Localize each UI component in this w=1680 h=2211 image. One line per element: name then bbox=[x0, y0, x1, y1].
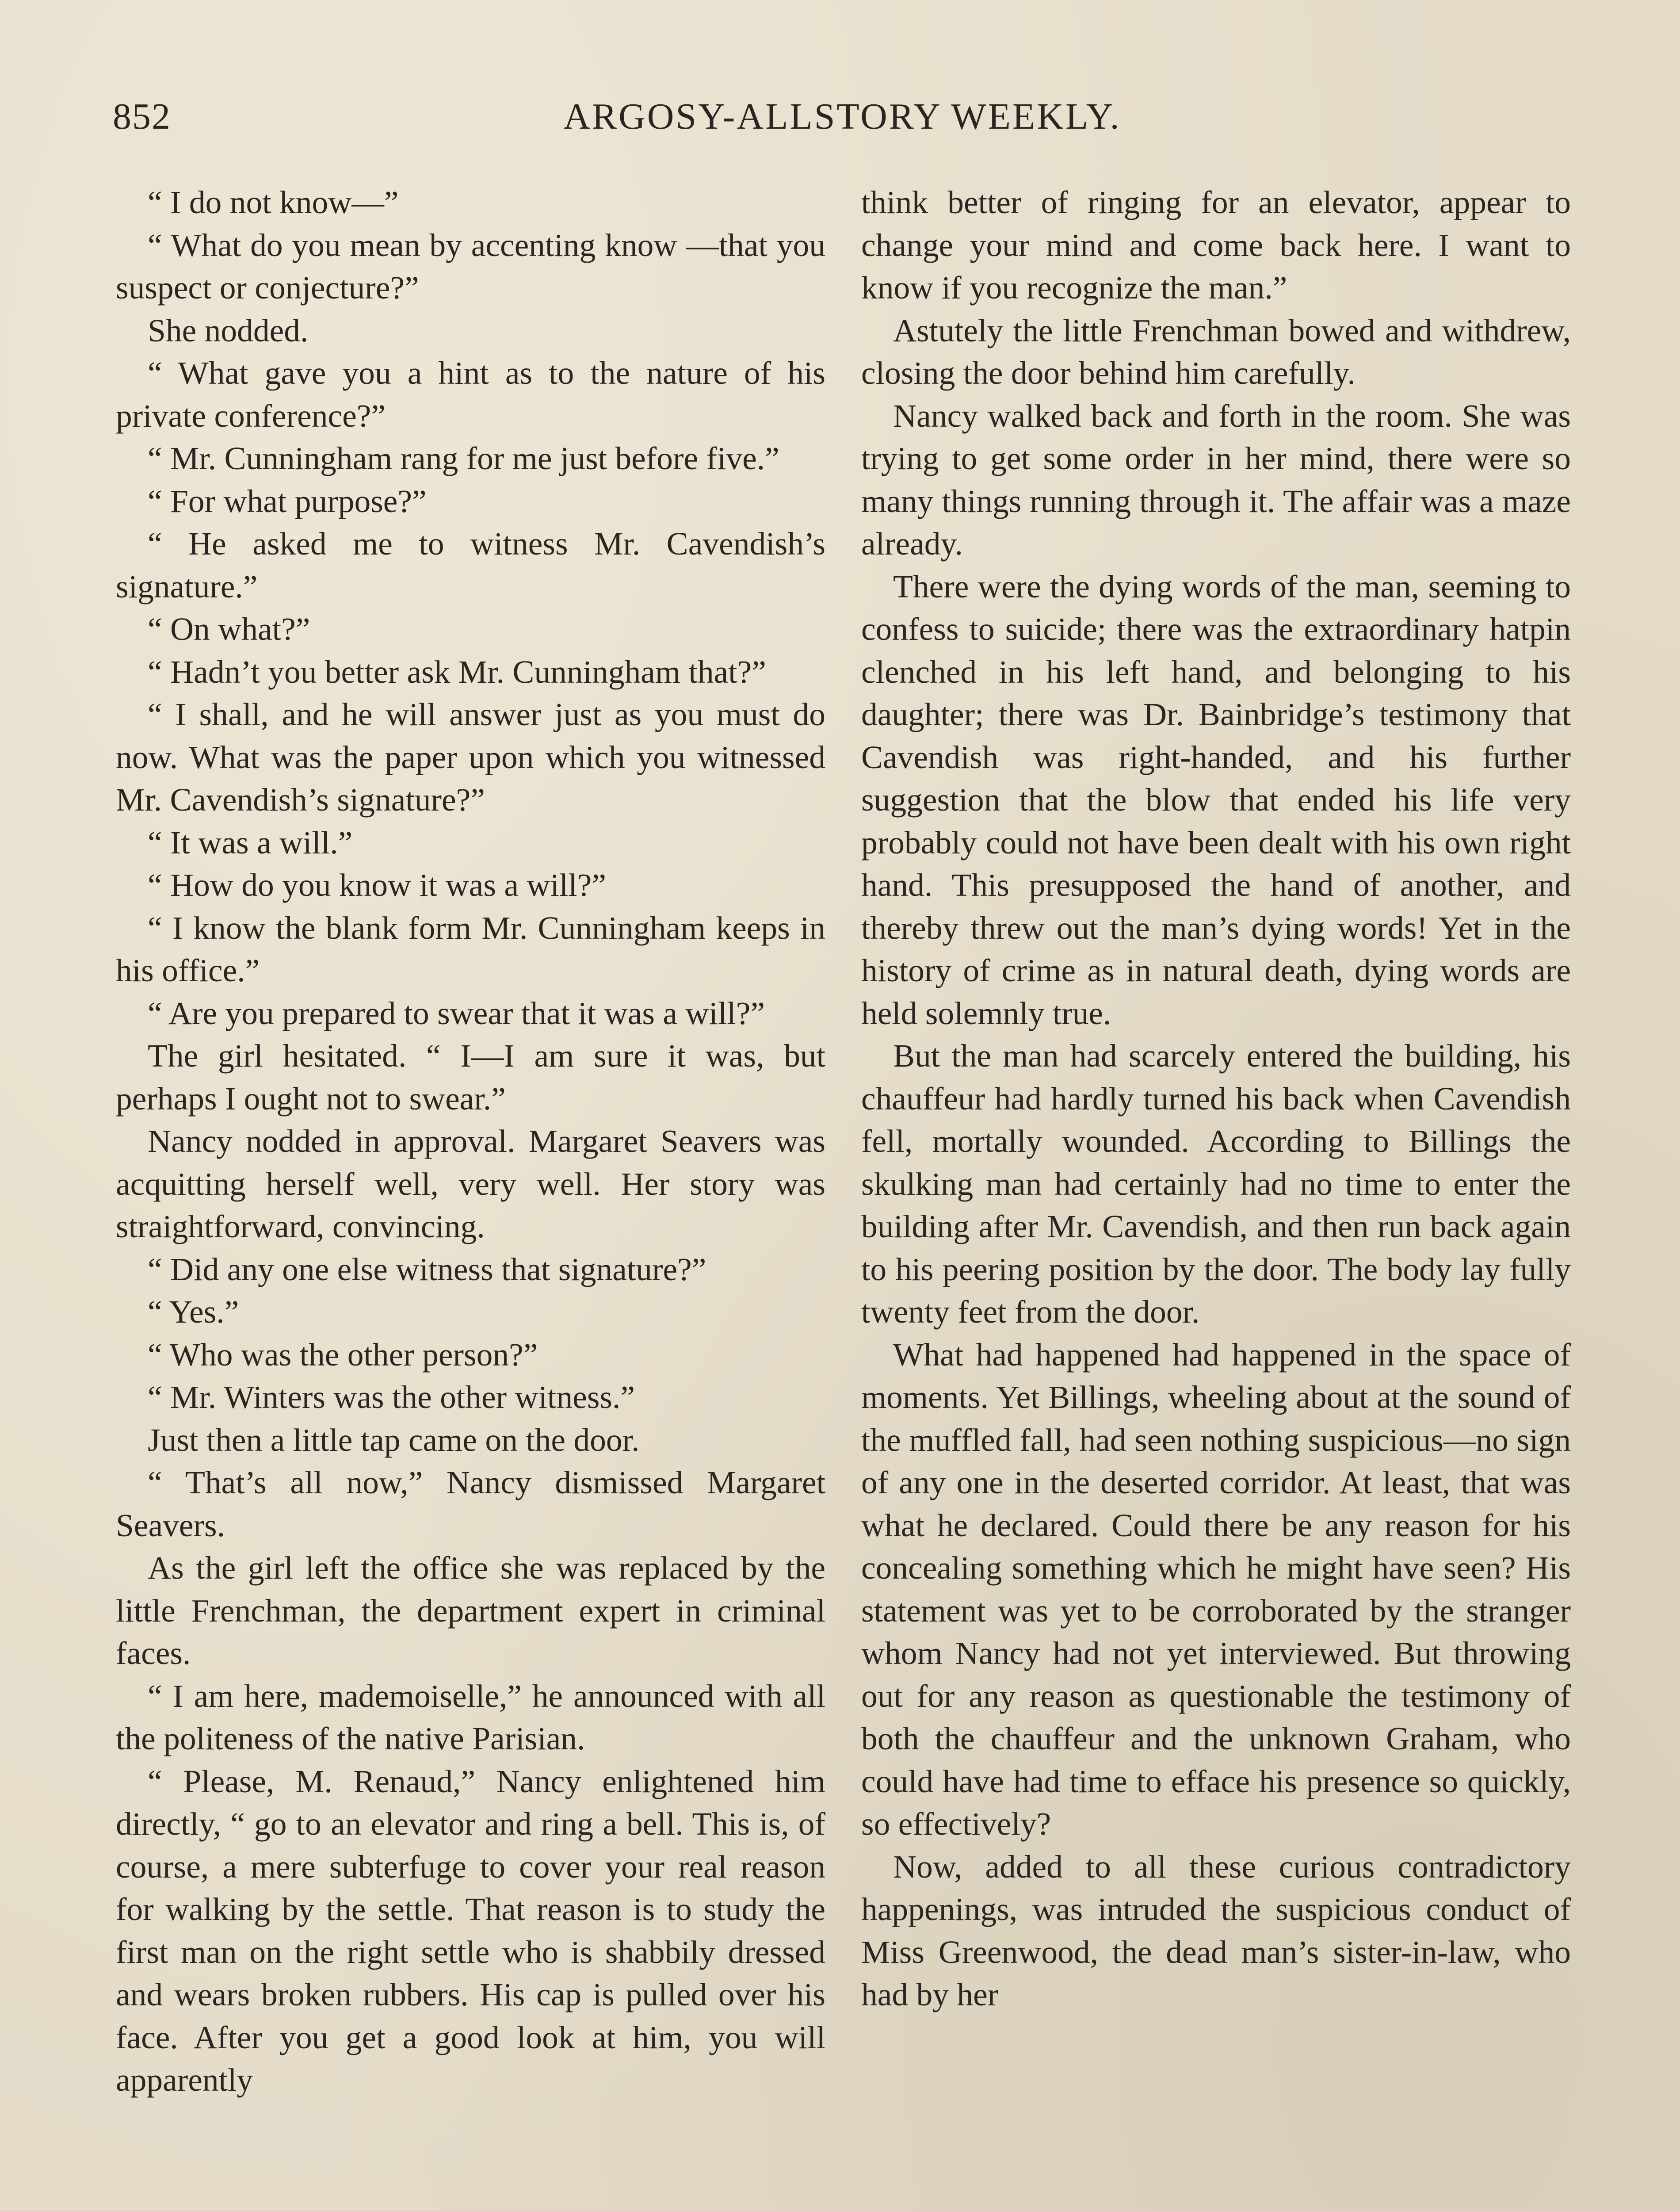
paragraph: Astutely the little Frenchman bowed and withdrew, closing the door behind him carefully. bbox=[861, 312, 1571, 391]
paragraph: “ Hadn’t you better ask Mr. Cunningham that?” bbox=[148, 654, 766, 690]
paragraph: “ I shall, and he will answer just as you must do now. What was the paper upon which you witnessed Mr. Cavendish’s signature?” bbox=[116, 696, 825, 818]
paragraph: “ I am here, mademoiselle,” he announced with all the politeness of the native Parisian. bbox=[116, 1678, 825, 1756]
paragraph: What had happened had happened in the space of moments. Yet Billings, wheeling about at the sound of the muffled fall, had seen nothing suspicious—no sign of any one in the deserted corridor. At least, that was what he declared. Could there be any reason for his concealing something which he might have seen? His statement was yet to be corroborated by the stranger whom Nancy had not yet interviewed. But throwing out for any reason as questionable the testimony of both the chauffeur and the unknown Graham, who could have had time to efface his presence so quickly, so effectively? bbox=[861, 1336, 1571, 1842]
paragraph: “ He asked me to witness Mr. Cavendish’s signature.” bbox=[116, 526, 825, 604]
paragraph: think better of ringing for an elevator, appear to change your mind and come back here. I want to know if you recognize the man.” bbox=[861, 184, 1571, 306]
paragraph: As the girl left the office she was replaced by the little Frenchman, the department expert in criminal faces. bbox=[116, 1550, 825, 1671]
page-header bbox=[113, 95, 1572, 153]
paragraph: The girl hesitated. “ I—I am sure it was, but perhaps I ought not to swear.” bbox=[116, 1038, 825, 1117]
paragraph: “ That’s all now,” Nancy dismissed Margaret Seavers. bbox=[116, 1465, 825, 1543]
paragraph: “ I do not know—” bbox=[148, 184, 399, 220]
right-column bbox=[861, 181, 1571, 2016]
page-number: 852 bbox=[113, 96, 171, 137]
paragraph: Nancy walked back and forth in the room. She was trying to get some order in her mind, there were so many things running through it. The affair was a maze already. bbox=[861, 398, 1571, 562]
paragraph: “ I know the blank form Mr. Cunningham keeps in his office.” bbox=[116, 910, 825, 988]
paragraph: “ Did any one else witness that signature?” bbox=[148, 1251, 706, 1287]
paragraph: Just then a little tap came on the door. bbox=[148, 1422, 640, 1458]
paragraph: She nodded. bbox=[148, 312, 309, 348]
paragraph: “ What do you mean by accenting know —that you suspect or conjecture?” bbox=[116, 227, 825, 306]
paragraph: “ Mr. Winters was the other witness.” bbox=[148, 1379, 635, 1415]
paragraph: But the man had scarcely entered the building, his chauffeur had hardly turned his back when Cavendish fell, mortally wounded. According to Billings the skulking man had certainly had no time to enter the building after Mr. Cavendish, and then run back again to his peering position by the door. The body lay fully twenty feet from the door. bbox=[861, 1038, 1571, 1330]
paragraph: “ Who was the other person?” bbox=[148, 1336, 538, 1373]
running-head: ARGOSY-ALLSTORY WEEKLY. bbox=[563, 96, 1121, 137]
paragraph: “ How do you know it was a will?” bbox=[148, 867, 606, 903]
paragraph: “ For what purpose?” bbox=[148, 483, 427, 519]
paragraph: Now, added to all these curious contradictory happenings, was intruded the suspicious conduct of Miss Greenwood, the dead man’s sister-in-law, who had by her bbox=[861, 1848, 1571, 2012]
left-column bbox=[116, 181, 825, 2102]
paragraph: “ It was a will.” bbox=[148, 824, 353, 861]
paragraph: Nancy nodded in approval. Margaret Seavers was acquitting herself well, very well. Her story was straightforward, convincing. bbox=[116, 1123, 825, 1244]
paragraph: “ Mr. Cunningham rang for me just before five.” bbox=[148, 440, 779, 476]
paragraph: “ Please, M. Renaud,” Nancy enlightened him directly, “ go to an elevator and ring a bell. This is, of course, a mere subterfuge to cover your real reason for walking by the settle. That reason is to study the first man on the right settle who is shabbily dressed and wears broken rubbers. His cap is pulled over his face. After you get a good look at him, you will apparently bbox=[116, 1763, 825, 2098]
paragraph: “ What gave you a hint as to the nature of his private conference?” bbox=[116, 355, 825, 434]
paragraph: “ Are you prepared to swear that it was a will?” bbox=[148, 995, 765, 1031]
paragraph: There were the dying words of the man, seeming to confess to suicide; there was the extraordinary hatpin clenched in his left hand, and belonging to his daughter; there was Dr. Bainbridge’s testimony that Cavendish was right-handed, and his further suggestion that the blow that ended his life very probably could not have been dealt with his own right hand. This presupposed the hand of another, and thereby threw out the man’s dying words! Yet in the history of crime as in natural death, dying words are held solemnly true. bbox=[861, 568, 1571, 1031]
paragraph: “ Yes.” bbox=[148, 1294, 239, 1330]
paragraph: “ On what?” bbox=[148, 611, 310, 647]
